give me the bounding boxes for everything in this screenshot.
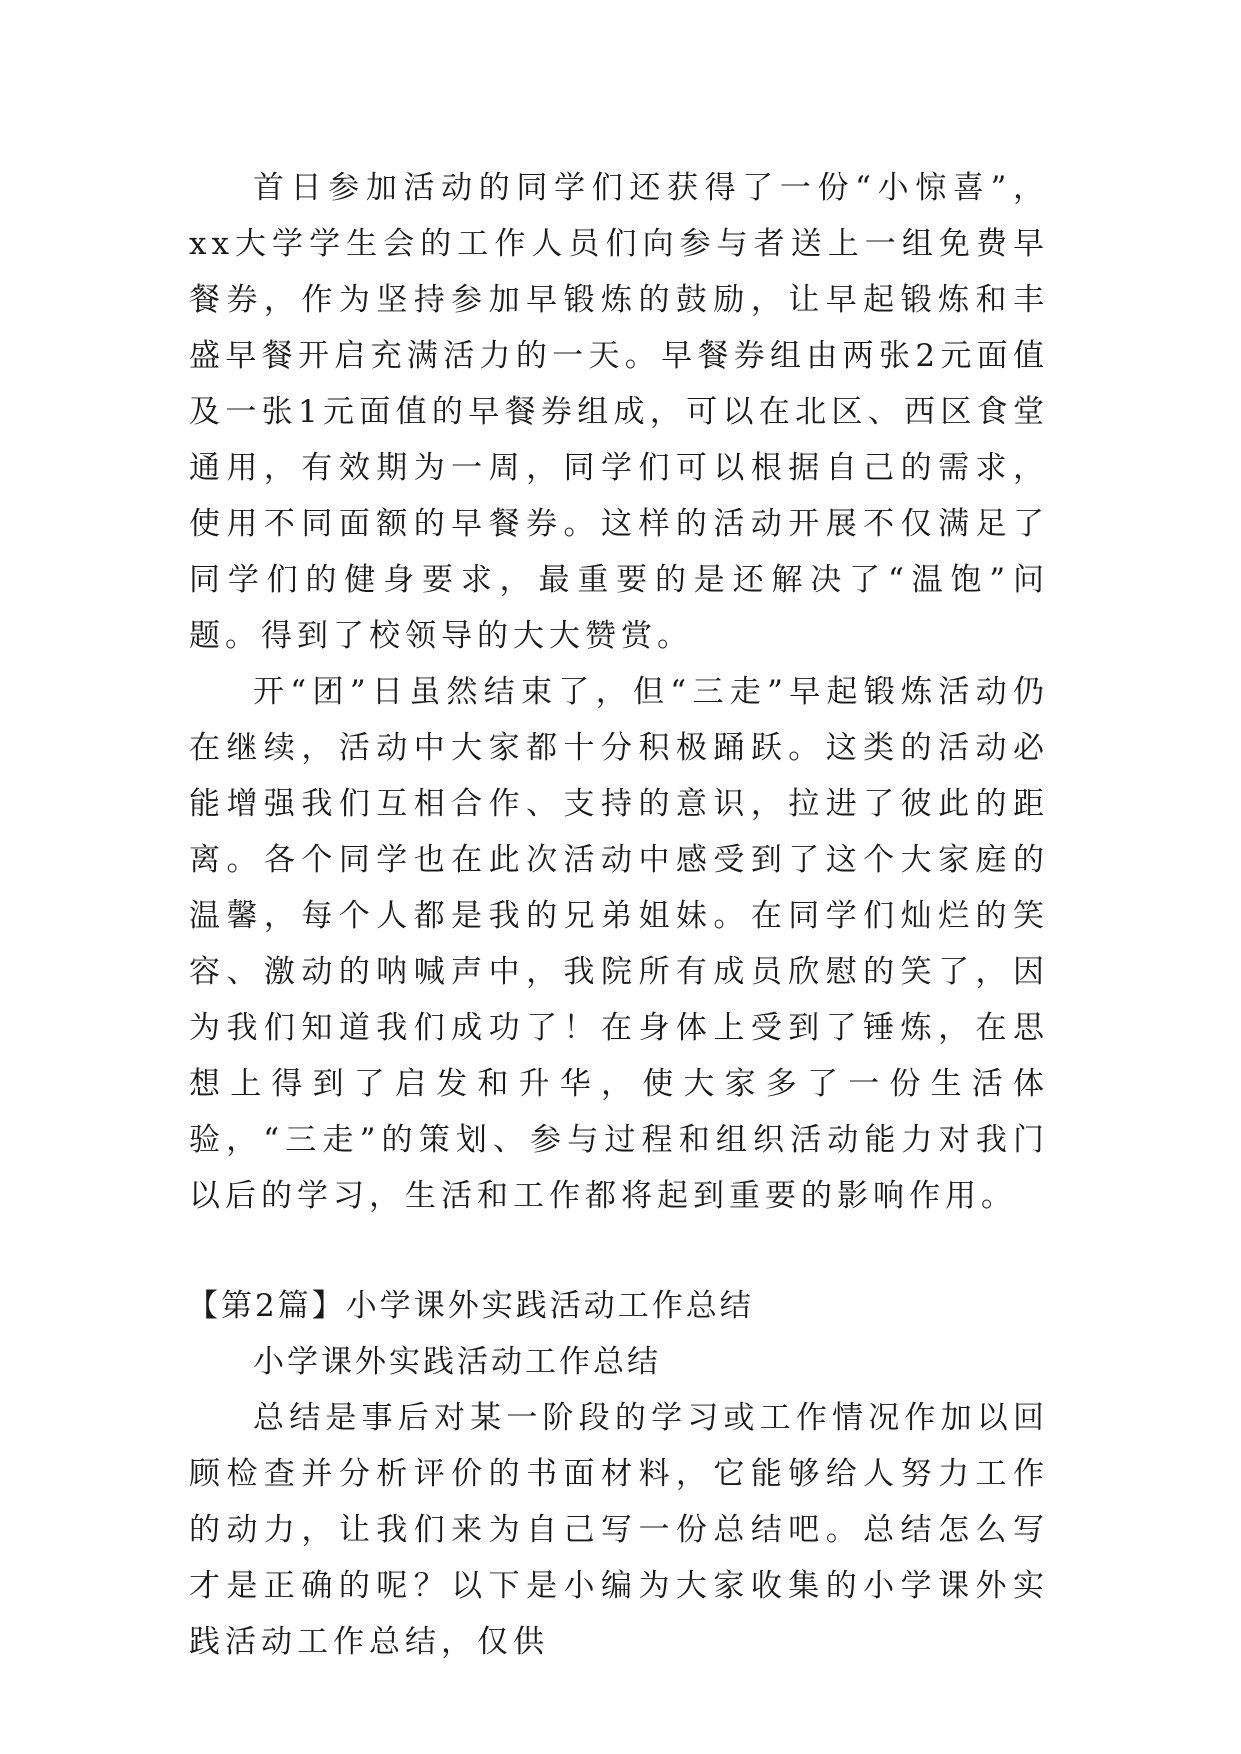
body-paragraph: 总结是事后对某一阶段的学习或工作情况作加以回顾检查并分析评价的书面材料，它能够给人努力工作的动力，让我们来为自己写一份总结吧。总结怎么写才是正确的呢？以下是小编为大家收集的小学课外实践活动工作总结，仅供 [189, 1400, 1049, 1660]
body-paragraph: 开“团”日虽然结束了，但“三走”早起锻炼活动仍在继续，活动中大家都十分积极踊跃。这类的活动必能增强我们互相合作、支持的意识，拉进了彼此的距离。各个同学也在此次活动中感受到了这个大家庭的温馨，每个人都是我的兄弟姐妹。在同学们灿烂的笑容、激动的呐喊声中，我院所有成员欣慰的笑了，因为我们知道我们成功了！在身体上受到了锤炼，在思想上得到了启发和升华，使大家多了一份生活体验，“三走”的策划、参与过程和组织活动能力对我门以后的学习，生活和工作都将起到重要的影响作用。 [189, 674, 1049, 1214]
document-body [189, 160, 1049, 1670]
section-heading: 【第2篇】小学课外实践活动工作总结 [187, 1288, 754, 1324]
section-subtitle: 小学课外实践活动工作总结 [253, 1344, 661, 1380]
body-paragraph: 首日参加活动的同学们还获得了一份“小惊喜”，xx大学学生会的工作人员们向参与者送上一组免费早餐券，作为坚持参加早锻炼的鼓励，让早起锻炼和丰盛早餐开启充满活力的一天。早餐券组由两张2元面值及一张1元面值的早餐券组成，可以在北区、西区食堂通用，有效期为一周，同学们可以根据自己的需求，使用不同面额的早餐券。这样的活动开展不仅满足了同学们的健身要求，最重要的是还解决了“温饱”问题。得到了校领导的大大赞赏。 [189, 170, 1049, 654]
